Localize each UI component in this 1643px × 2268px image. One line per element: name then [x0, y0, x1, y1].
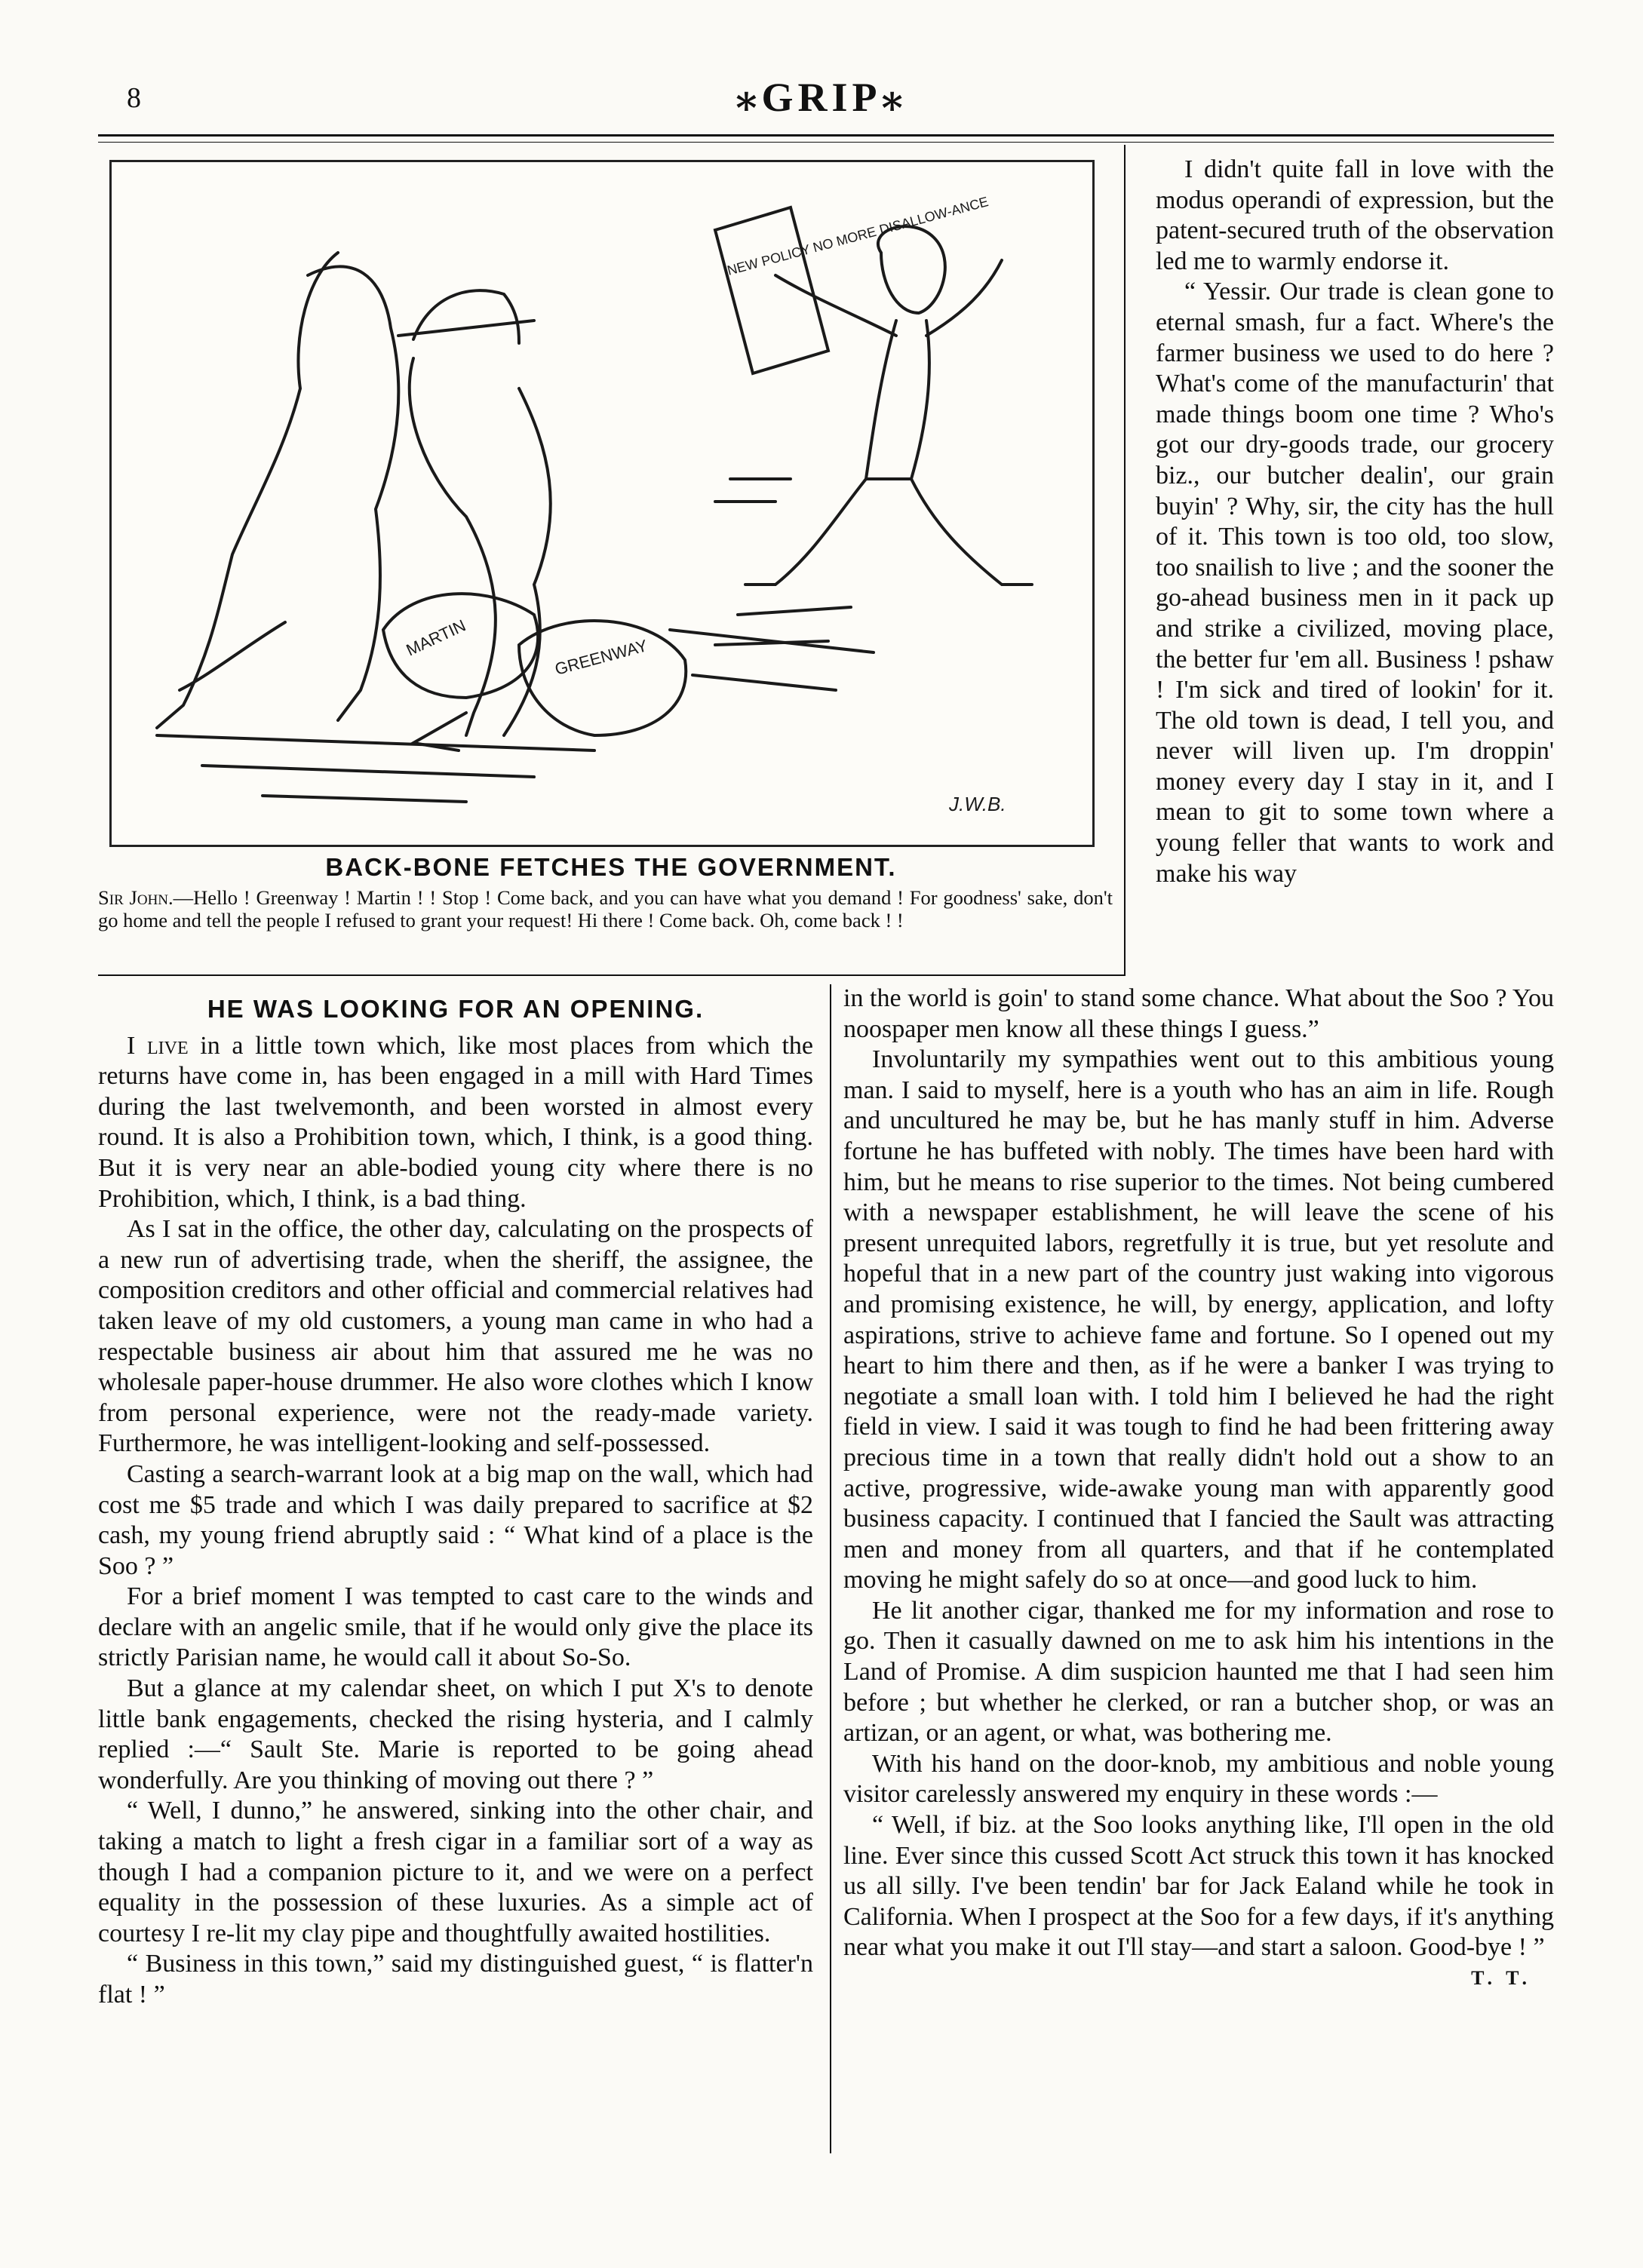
- header-rule: [98, 134, 1554, 137]
- bag-label-martin: MARTIN: [403, 615, 469, 660]
- article-column-2: [843, 984, 1554, 1994]
- cartoon-illustration: [109, 160, 1095, 847]
- right-paragraph-1: I didn't quite fall in love with the modus operandi of expression, but the patent-secured truth of the observation led me to warmly endorse it.: [1156, 155, 1554, 275]
- article-lead: I live: [127, 1031, 189, 1060]
- caption-text: —Hello ! Greenway ! Martin ! ! Stop ! Come back, and you can have what you demand ! For goodness' sake, don't go home and tell the people I refused to grant your request! Hi there ! Come back. Oh, come back ! !: [98, 886, 1113, 931]
- page-number: 8: [127, 82, 141, 114]
- article-paragraph-2: As I sat in the office, the other day, calculating on the prospects of a new run of advertising trade, when the sheriff, the assignee, the composition creditors and other official and commercial relatives had taken leave of my old customers, a young man came in who had a respectable business air about him that assured me he was no wholesale paper-house drummer. He also wore clothes which I know from personal experience, were not the ready-made variety. Furthermore, he was intelligent-looking and self-possessed.: [98, 1215, 813, 1458]
- masthead-title: ⁎GRIP⁎: [736, 75, 907, 120]
- column-divider-top: [1124, 145, 1126, 974]
- artist-signature: J.W.B.: [949, 793, 1006, 815]
- bag-label-greenway: GREENWAY: [552, 636, 650, 679]
- article-paragraph-3: Casting a search-warrant look at a big map on the wall, which had cost me $5 trade and which I was daily prepared to sacrifice at $2 cash, my young friend abruptly said : “ What kind of a place is the Soo ? ”: [98, 1459, 813, 1580]
- placard-text: NEW POLICY NO MORE DISALLOW-ANCE: [725, 194, 990, 278]
- article-signature: T. T.: [1471, 1967, 1531, 1989]
- article-paragraph-6: “ Well, I dunno,” he answered, sinking into the other chair, and taking a match to light a fresh cigar in a familiar sort of a way as though I had a companion picture to it, and we were on a perfect equality in the possession of these luxuries. As a simple act of courtesy I re-lit my clay pipe and thoughtfully awaited hostilities.: [98, 1797, 813, 1947]
- article-paragraph-9: Involuntarily my sympathies went out to this ambitious young man. I said to myself, here is a youth who has an aim in life. Rough and uncultured he may be, but he has manly stuff in him. Adverse fortune he has buffeted with nobly. The times have been hard with him, but he means to rise superior to the times. Not being cumbered with a newspaper establishment, he will leave the scene of his present unrequited labors, regretfully it is true, but yet resolute and hopeful that in a new part of the country just waking into vigorous and promising existence, he will, by energy, application, and lofty aspirations, strive to achieve fame and fortune. So I opened out my heart to him there and then, as if he were a banker I was trying to negotiate a small loan with. I told him I believed he had the right field in view. I said it was tough to find he had been frittering away precious time in a town that really didn't hold out a show to an active, progressive, wide-awake young man with apparently good business capacity. I continued that I fancied the Sault was attracting men and money from all quarters, and that if he contemplated moving he might safely do so at once—and good luck to him.: [843, 1045, 1554, 1594]
- column-divider-bottom: [830, 984, 831, 2153]
- article-paragraph-10: He lit another cigar, thanked me for my information and rose to go. Then it casually dawned on me to ask him his intentions in the Land of Promise. A dim suspicion haunted me that I had seen him before ; but whether he clerked, or ran a butcher shop, or was an artizan, or an agent, or what, was bothering me.: [843, 1596, 1554, 1748]
- article-paragraph-12: [843, 1810, 1554, 1989]
- article-paragraph-12-text: “ Well, if biz. at the Soo looks anything like, I'll open in the old line. Ever since this cussed Scott Act struck this town it has knocked us all silly. I've been tendin' bar for Jack Ealand while he took in California. When I prospect at the Soo for a few days, if it's anything near what you make it out I'll stay—and start a saloon. Good-bye ! ”: [843, 1811, 1554, 1962]
- caption-title: BACK-BONE FETCHES THE GOVERNMENT.: [325, 853, 897, 881]
- caption-rule: [98, 974, 1126, 976]
- article-title: HE WAS LOOKING FOR AN OPENING.: [207, 995, 705, 1023]
- right-column: [1156, 155, 1554, 889]
- cartoon-drawing: [112, 162, 1092, 845]
- article-paragraph-1-text: in a little town which, like most places from which the returns have come in, has been engaged in a mill with Hard Times during the last twelvemonth, and been worsted in almost every round. It is also a Prohibition town, which, I think, is a good thing. But it is very near an able-bodied young city where there is no Prohibition, which, I think, is a bad thing.: [98, 1031, 813, 1213]
- caption-body: [98, 886, 1113, 931]
- article-paragraph-5: But a glance at my calendar sheet, on which I put X's to denote little bank engagements, checked the rising hysteria, and I calmly replied :—“ Sault Ste. Marie is reported to be going ahead wonderfully. Are you thinking of moving out there ? ”: [98, 1674, 813, 1794]
- right-paragraph-2: “ Yessir. Our trade is clean gone to eternal smash, fur a fact. Where's the farmer business we used to do here ? What's come of the manufacturin' that made things boom one time ? Who's got our dry-goods trade, our grocery biz., our butcher dealin', our grain buyin' ? Why, sir, the city has the hull of it. This town is too old, too slow, too snailish to live ; and the sooner the go-ahead business men in it pack up and strike a civilized, moving place, the better fur 'em all. Business ! pshaw ! I'm sick and tired of lookin' for it. The old town is dead, I tell you, and never will liven up. I'm droppin' money every day I stay in it, and I mean to git to some town where a young feller that wants to work and make his way: [1156, 278, 1554, 888]
- header-rule-thin: [98, 142, 1554, 143]
- article-paragraph-11: With his hand on the door-knob, my ambitious and noble young visitor carelessly answered my enquiry in these words :—: [843, 1749, 1554, 1809]
- article-paragraph-4: For a brief moment I was tempted to cast care to the winds and declare with an angelic smile, that if he would only give the place its strictly Parisian name, he would call it about So-So.: [98, 1582, 813, 1672]
- article-paragraph-8: in the world is goin' to stand some chance. What about the Soo ? You noospaper men know all these things I guess.”: [843, 984, 1554, 1043]
- article-paragraph-7: “ Business in this town,” said my distinguished guest, “ is flatter'n flat ! ”: [98, 1950, 813, 2009]
- caption-speaker: Sir John.: [98, 886, 174, 909]
- article-paragraph-1: [98, 1031, 813, 1215]
- article-column-1: [98, 994, 813, 2011]
